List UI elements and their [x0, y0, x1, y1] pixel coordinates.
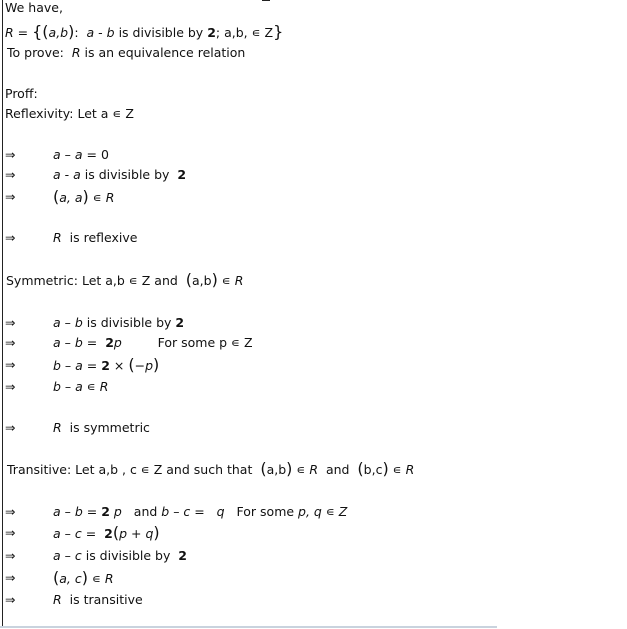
text-segment: –: [169, 504, 184, 519]
proof-line-text: [6, 272, 243, 289]
math-variable: R: [71, 45, 81, 60]
text-segment: a,b: [266, 462, 287, 477]
math-variable: b: [74, 335, 83, 350]
proof-line-text: [53, 335, 253, 351]
implies-arrow-icon: ⇒: [5, 379, 16, 394]
math-variable: a: [53, 315, 61, 330]
math-bracket: ): [68, 22, 75, 41]
math-variable: a: [86, 25, 95, 40]
math-bracket: ): [286, 459, 293, 478]
text-segment: =: [81, 526, 105, 541]
bottom-divider: [0, 626, 497, 628]
math-variable: a: [73, 167, 81, 182]
math-variable: R: [105, 190, 115, 205]
math-bracket: ): [153, 355, 160, 374]
math-variable: R: [5, 25, 14, 40]
text-segment: Transitive: Let a,b , c ∊ Z and such that: [7, 462, 261, 477]
text-segment: –: [60, 526, 75, 541]
proof-line-text: [53, 592, 143, 608]
implies-arrow-icon: ⇒: [5, 189, 16, 204]
proof-line-text: [5, 106, 134, 122]
math-variable: R: [234, 273, 244, 288]
math-variable: R: [53, 420, 62, 435]
text-segment: Reflexivity: Let a ∊ Z: [5, 106, 134, 121]
math-variable: b: [74, 315, 83, 330]
math-variable: c: [183, 504, 191, 519]
math-variable: c: [74, 526, 82, 541]
math-bracket: (: [53, 187, 60, 206]
text-segment: -: [60, 167, 74, 182]
math-bracket: ): [153, 523, 160, 542]
math-bracket: (: [185, 270, 192, 289]
math-bracket: (: [260, 459, 267, 478]
math-bracket: (: [128, 355, 135, 374]
text-segment: To prove:: [7, 45, 72, 60]
text-segment: +: [127, 526, 146, 541]
text-segment: ×: [109, 358, 129, 373]
proof-line-text: [53, 525, 160, 542]
proof-line-text: [7, 45, 245, 61]
math-variable: R: [405, 462, 415, 477]
implies-arrow-icon: ⇒: [5, 167, 16, 182]
text-segment: Symmetric: Let a,b ∊ Z and: [6, 273, 186, 288]
math-variable: Z: [338, 504, 348, 519]
text-segment: = 0: [82, 147, 109, 162]
text-segment: =: [13, 25, 33, 40]
math-variable: a: [75, 358, 83, 373]
math-variable: a,b: [48, 25, 69, 40]
math-variable: R: [99, 379, 109, 394]
math-variable: R: [104, 571, 114, 586]
text-segment: :: [74, 25, 87, 40]
math-variable: a: [74, 147, 83, 162]
proof-line-text: [7, 461, 414, 478]
proof-line-text: [5, 24, 283, 41]
text-segment: is transitive: [61, 592, 143, 607]
text-segment: ∊: [87, 571, 105, 586]
text-segment: Proff:: [5, 86, 38, 101]
text-segment: is symmetric: [61, 420, 150, 435]
left-border: [2, 0, 3, 627]
math-variable: a: [53, 335, 61, 350]
proof-line-text: [53, 167, 186, 183]
text-segment: is divisible by: [114, 25, 208, 40]
implies-arrow-icon: ⇒: [5, 504, 16, 519]
math-bracket: {(: [32, 22, 49, 41]
text-segment: For some: [224, 504, 299, 519]
text-segment: –: [60, 358, 76, 373]
proof-line-text: [53, 379, 108, 395]
proof-line-text: [53, 147, 109, 163]
math-variable: b: [161, 504, 170, 519]
math-variable: R: [309, 462, 318, 477]
math-variable: q: [145, 526, 154, 541]
math-variable: R: [53, 230, 62, 245]
text-segment: ∊: [88, 190, 106, 205]
math-number: 2: [207, 25, 216, 40]
math-bracket: (: [112, 523, 120, 542]
proof-line-text: [53, 230, 137, 246]
implies-arrow-icon: ⇒: [5, 335, 16, 350]
text-segment: =: [190, 504, 217, 519]
math-variable: b: [53, 358, 61, 373]
implies-arrow-icon: ⇒: [5, 357, 16, 372]
proof-line-text: [5, 0, 63, 16]
math-variable: a: [53, 526, 61, 541]
implies-arrow-icon: ⇒: [5, 147, 16, 162]
math-number: 2: [105, 335, 114, 350]
text-segment: We have,: [5, 0, 63, 15]
math-variable: p: [109, 504, 122, 519]
implies-arrow-icon: ⇒: [5, 315, 16, 330]
math-variable: R: [53, 592, 62, 607]
math-bracket: (: [53, 568, 60, 587]
math-bracket: ): [82, 187, 89, 206]
math-number: 2: [178, 548, 187, 563]
math-variable: c: [74, 548, 82, 563]
math-variable: b: [106, 25, 115, 40]
math-variable: a: [53, 548, 61, 563]
text-segment: ∊: [82, 379, 100, 394]
proof-line-text: [53, 570, 114, 587]
text-segment: is divisible by: [80, 167, 178, 182]
math-number: 2: [101, 358, 110, 373]
proof-line-text: [53, 357, 159, 374]
implies-arrow-icon: ⇒: [5, 230, 16, 245]
text-segment: is divisible by: [81, 548, 179, 563]
math-number: 2: [104, 526, 113, 541]
proof-line-text: [5, 86, 38, 102]
math-variable: a, a: [59, 190, 83, 205]
implies-arrow-icon: ⇒: [5, 548, 16, 563]
text-segment: is reflexive: [61, 230, 138, 245]
implies-arrow-icon: ⇒: [5, 592, 16, 607]
text-segment: ∊: [321, 504, 339, 519]
math-number: 2: [177, 167, 187, 182]
text-segment: ∊: [388, 462, 406, 477]
math-variable: b: [74, 504, 83, 519]
math-variable: p: [113, 335, 122, 350]
math-variable: q: [216, 504, 225, 519]
math-bracket: ): [211, 270, 218, 289]
text-segment: –: [60, 315, 75, 330]
text-segment: is an equivalence relation: [80, 45, 246, 60]
proof-line-text: [53, 315, 184, 331]
text-segment: b,c: [363, 462, 383, 477]
math-number: 2: [101, 504, 110, 519]
text-segment: –: [60, 504, 75, 519]
math-bracket: ): [382, 459, 389, 478]
text-segment: and: [318, 462, 358, 477]
text-segment: =: [82, 504, 102, 519]
proof-line-text: [53, 548, 187, 564]
proof-line-text: [53, 189, 114, 206]
math-variable: p: [119, 526, 128, 541]
math-number: 2: [175, 315, 185, 330]
text-segment: a,b: [192, 273, 212, 288]
math-variable: b: [53, 379, 61, 394]
text-segment: ; a,b, ∊ Z: [215, 25, 274, 40]
math-variable: p: [145, 358, 154, 373]
text-segment: –: [60, 335, 75, 350]
math-variable: a: [53, 147, 61, 162]
text-segment: ∊: [217, 273, 235, 288]
text-segment: is divisible by: [82, 315, 176, 330]
math-bracket: }: [273, 22, 284, 41]
text-segment: ∊: [292, 462, 310, 477]
math-bracket: ): [81, 568, 88, 587]
text-segment: –: [60, 548, 75, 563]
text-segment: −: [134, 358, 146, 373]
text-segment: and: [121, 504, 162, 519]
implies-arrow-icon: ⇒: [5, 570, 16, 585]
implies-arrow-icon: ⇒: [5, 525, 16, 540]
implies-arrow-icon: ⇒: [5, 420, 16, 435]
math-variable: a, c: [59, 571, 82, 586]
math-variable: p, q: [298, 504, 322, 519]
proof-line-text: [53, 504, 347, 520]
text-segment: –: [60, 147, 75, 162]
text-segment: -: [94, 25, 107, 40]
math-variable: a: [75, 379, 83, 394]
proof-line-text: [53, 420, 150, 436]
text-segment: =: [82, 358, 102, 373]
math-variable: a: [53, 167, 61, 182]
math-variable: a: [53, 504, 61, 519]
text-segment: –: [60, 379, 76, 394]
text-segment: =: [82, 335, 106, 350]
math-bracket: (: [357, 459, 364, 478]
top-mark: [262, 0, 270, 1]
text-segment: For some p ∊ Z: [121, 335, 253, 350]
